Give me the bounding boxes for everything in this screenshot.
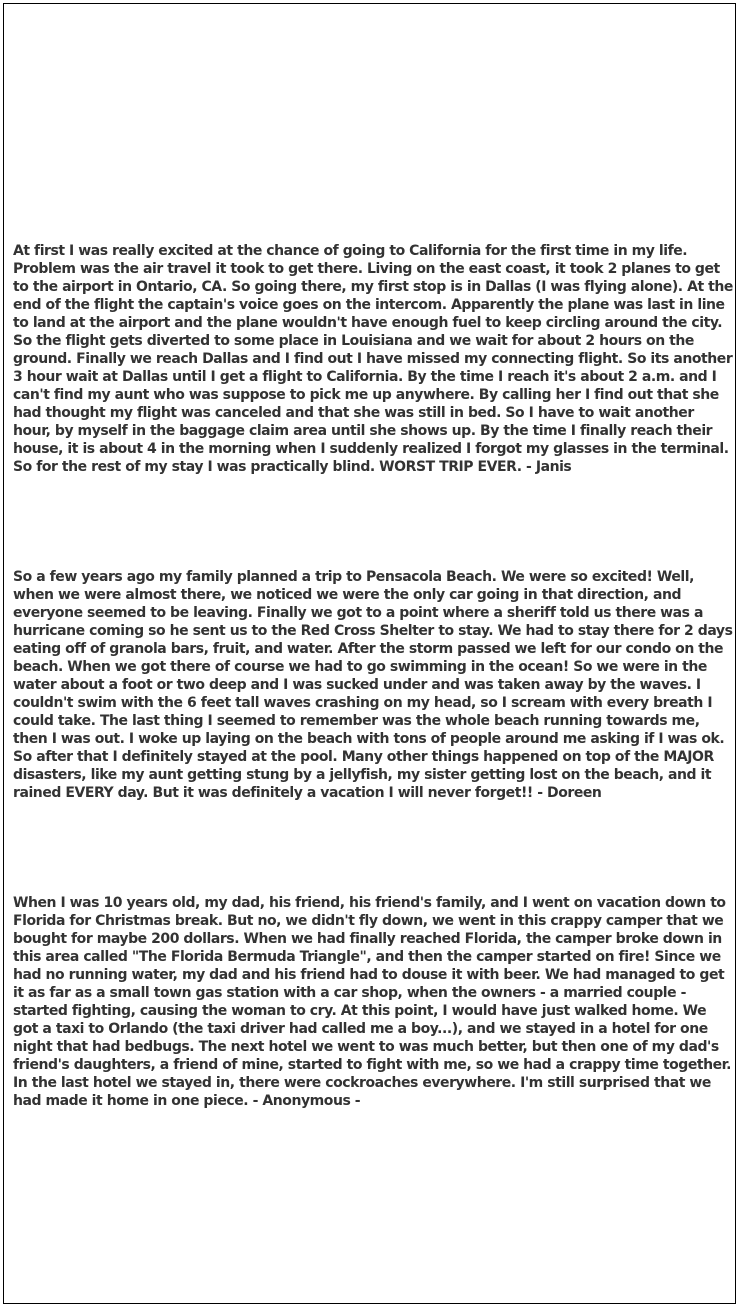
page-frame: [3, 3, 736, 1304]
story-janis: At first I was really excited at the chance of going to California for the first time in my life. Problem was the air travel it took to get there. Living on the east coast, it took 2 planes to get to the airport in Ontario, CA. So going there, my first stop is in Dallas (I was flying alone). At the end of the flight the captain's voice goes on the intercom. Apparently the plane was last in line to land at the airport and the plane wouldn't have enough fuel to keep circling around the city. So the flight gets diverted to some place in Louisiana and we wait for about 2 hours on the ground. Finally we reach Dallas and I find out I have missed my connecting flight. So its another 3 hour wait at Dallas until I get a flight to California. By the time I reach it's about 2 a.m. and I can't find my aunt who was suppose to pick me up anywhere. By calling her I find out that she had thought my flight was canceled and that she was still in bed. So I have to wait another hour, by myself in the baggage claim area until she shows up. By the time I finally reach their house, it is about 4 in the morning when I suddenly realized I forgot my glasses in the terminal. So for the rest of my stay I was practically blind. WORST TRIP EVER. - Janis: [13, 243, 733, 475]
story-doreen: So a few years ago my family planned a trip to Pensacola Beach. We were so excited! Well, when we were almost there, we noticed we were the only car going in that direction, and everyone seemed to be leaving. Finally we got to a point where a sheriff told us there was a hurricane coming so he sent us to the Red Cross Shelter to stay. We had to stay there for 2 days eating off of granola bars, fruit, and water. After the storm passed we left for our condo on the beach. When we got there of course we had to go swimming in the ocean! So we were in the water about a foot or two deep and I was sucked under and was taken away by the waves. I couldn't swim with the 6 feet tall waves crashing on my head, so I scream with every breath I could take. The last thing I seemed to remember was the whole beach running towards me, then I was out. I woke up laying on the beach with tons of people around me asking if I was ok. So after that I definitely stayed at the pool. Many other things happened on top of the MAJOR disasters, like my aunt getting stung by a jellyfish, my sister getting lost on the beach, and it rained EVERY day. But it was definitely a vacation I will never forget!! - Doreen: [13, 569, 733, 801]
story-anonymous: When I was 10 years old, my dad, his friend, his friend's family, and I went on vacation down to Florida for Christmas break. But no, we didn't fly down, we went in this crappy camper that we bought for maybe 200 dollars. When we had finally reached Florida, the camper broke down in this area called "The Florida Bermuda Triangle", and then the camper started on fire! Since we had no running water, my dad and his friend had to douse it with beer. We had managed to get it as far as a small town gas station with a car shop, when the owners - a married couple - started fighting, causing the woman to cry. At this point, I would have just walked home. We got a taxi to Orlando (the taxi driver had called me a boy...), and we stayed in a hotel for one night that had bedbugs. The next hotel we went to was much better, but then one of my dad's friend's daughters, a friend of mine, started to fight with me, so we had a crappy time together. In the last hotel we stayed in, there were cockroaches everywhere. I'm still surprised that we had made it home in one piece. - Anonymous -: [13, 895, 731, 1109]
